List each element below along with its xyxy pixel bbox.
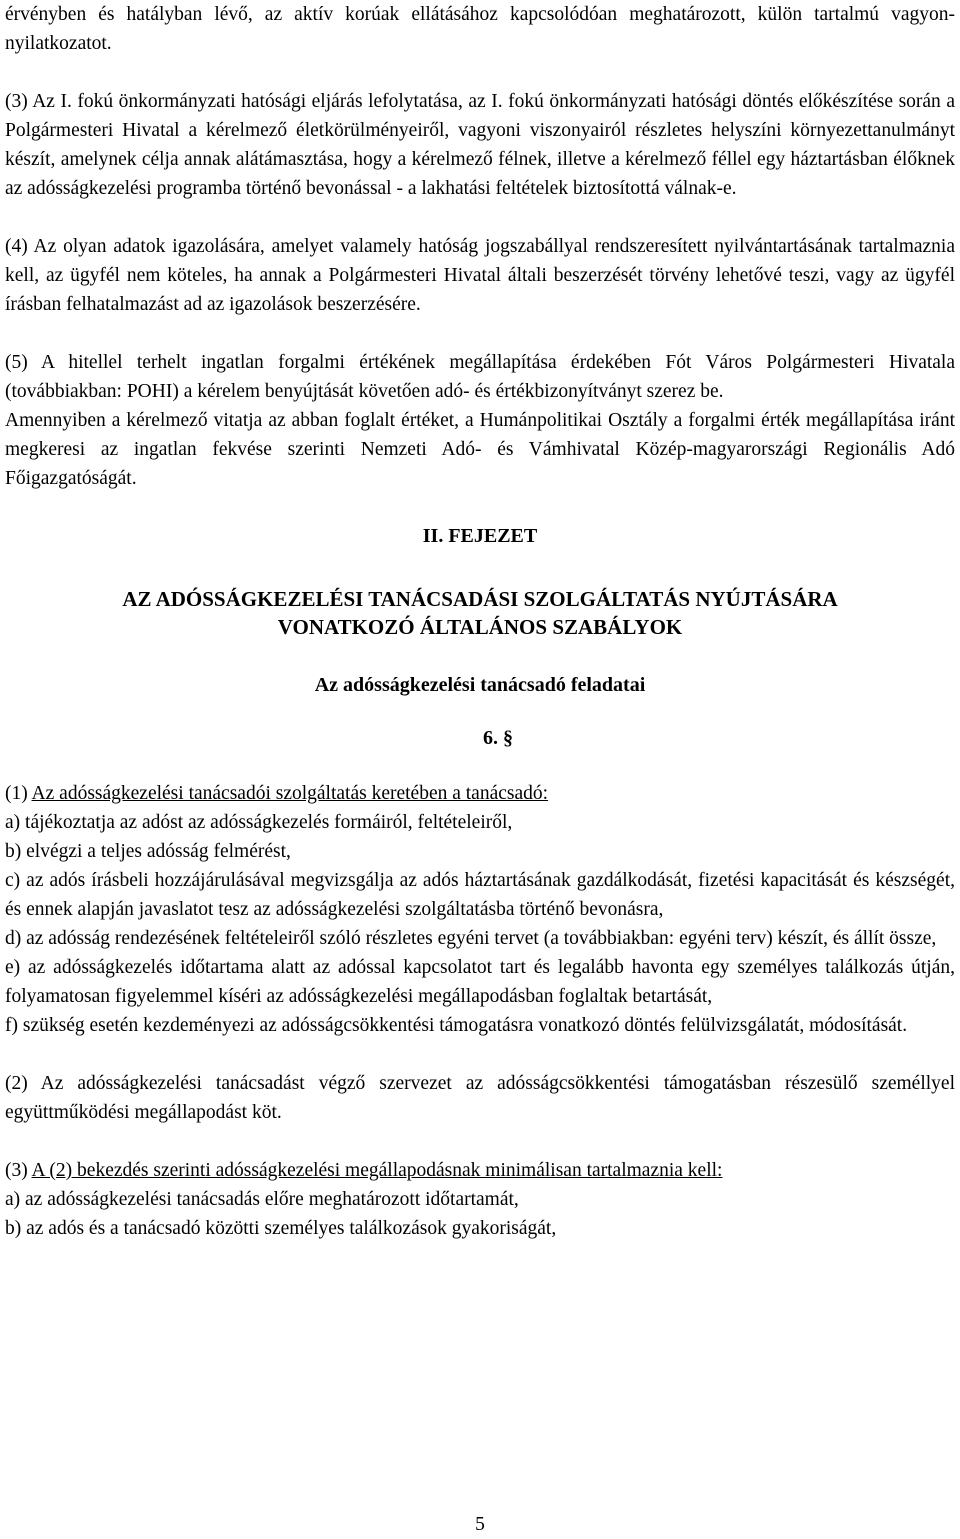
clause-3-prefix: (3) xyxy=(5,1160,32,1181)
section-number: 6. § xyxy=(483,727,513,749)
list-item: c) az adós írásbeli hozzájárulásával megvizsgálja az adós háztartásának gazdálkodását, fizetési kapacitását és készségét, és ennek alapján javaslatot tesz az adósságkezelési szolgáltatásba történő bevonásra, xyxy=(5,870,955,920)
chapter-number: II. FEJEZET xyxy=(422,525,538,547)
list-item: d) az adósság rendezésének feltételeiről szóló részletes egyéni tervet (a továbbiakban: egyéni terv) készít, és állít össze, xyxy=(5,928,937,949)
section6-clause-3-heading xyxy=(5,1156,955,1185)
paragraph-5-continuation: Amennyiben a kérelmező vitatja az abban foglalt értéket, a Humánpolitikai Osztály a forgalmi érték megállapítása iránt megkeresi az ingatlan fekvése szerinti Nemzeti Adó- és Vámhivatal Közép-magyarországi Regionális Adó Főigazgatóságát. xyxy=(5,410,955,489)
section6-clause-1-heading xyxy=(5,779,955,808)
page-number: 5 xyxy=(475,1514,485,1535)
list-item: e) az adósságkezelés időtartama alatt az adóssal kapcsolatot tart és legalább havonta egy személyes találkozás útján, folyamatosan figyelemmel kíséri az adósságkezelési megállapodásban foglaltak betartását, xyxy=(5,957,955,1007)
paragraph-4: (4) Az olyan adatok igazolására, amelyet valamely hatóság jogszabállyal rendszeresített nyilvántartásának tartalmaznia kell, az ügyfél nem köteles, ha annak a Polgármesteri Hivatal általi beszerzését törvény lehetővé teszi, vagy az ügyfél írásban felhatalmazást ad az igazolások beszerzésére. xyxy=(5,236,955,315)
list-item: f) szükség esetén kezdeményezi az adósságcsökkentési támogatásra vonatkozó döntés felülvizsgálatát, módosítását. xyxy=(5,1015,908,1036)
clause-1-heading-text: Az adósságkezelési tanácsadói szolgáltatás keretében a tanácsadó: xyxy=(31,783,549,804)
paragraph-intro: érvényben és hatályban lévő, az aktív korúak ellátásához kapcsolódóan meghatározott, külön tartalmú vagyon-nyilatkozatot. xyxy=(5,4,955,54)
chapter-title xyxy=(5,585,955,641)
document-page xyxy=(5,0,955,1243)
paragraph-5: (5) A hitellel terhelt ingatlan forgalmi értékének megállapítása érdekében Fót Város Polgármesteri Hivatala (továbbiakban: POHI) a kérelem benyújtását követően adó- és értékbizonyítványt szerez be. xyxy=(5,352,955,402)
list-item: a) tájékoztatja az adóst az adósságkezelés formáiról, feltételeiről, xyxy=(5,812,513,833)
section6-clause-2: (2) Az adósságkezelési tanácsadást végző szervezet az adósságcsökkentési támogatásban részesülő személlyel együttműködési megállapodást köt. xyxy=(5,1073,955,1123)
section-subtitle: Az adósságkezelési tanácsadó feladatai xyxy=(314,674,646,696)
chapter-title-line-2: VONATKOZÓ ÁLTALÁNOS SZABÁLYOK xyxy=(277,615,683,639)
list-item: b) az adós és a tanácsadó közötti személyes találkozások gyakoriságát, xyxy=(5,1218,557,1239)
list-item: b) elvégzi a teljes adósság felmérést, xyxy=(5,841,291,862)
list-item: a) az adósságkezelési tanácsadás előre meghatározott időtartamát, xyxy=(5,1189,519,1210)
clause-3-heading-text: A (2) bekezdés szerinti adósságkezelési megállapodásnak minimálisan tartalmaznia kell: xyxy=(31,1160,723,1181)
paragraph-3: (3) Az I. fokú önkormányzati hatósági eljárás lefolytatása, az I. fokú önkormányzati hatósági döntés előkészítése során a Polgármesteri Hivatal a kérelmező életkörülményeiről, vagyoni viszonyairól részletes helyszíni környezettanulmányt készít, amelynek célja annak alátámasztása, hogy a kérelmező félnek, illetve a kérelmező féllel egy háztartásban élőknek az adósságkezelési programba történő bevonással - a lakhatási feltételek biztosítottá válnak-e. xyxy=(5,91,955,199)
chapter-title-line-1: AZ ADÓSSÁGKEZELÉSI TANÁCSADÁSI SZOLGÁLTATÁS NYÚJTÁSÁRA xyxy=(122,587,838,611)
clause-1-prefix: (1) xyxy=(5,783,32,804)
